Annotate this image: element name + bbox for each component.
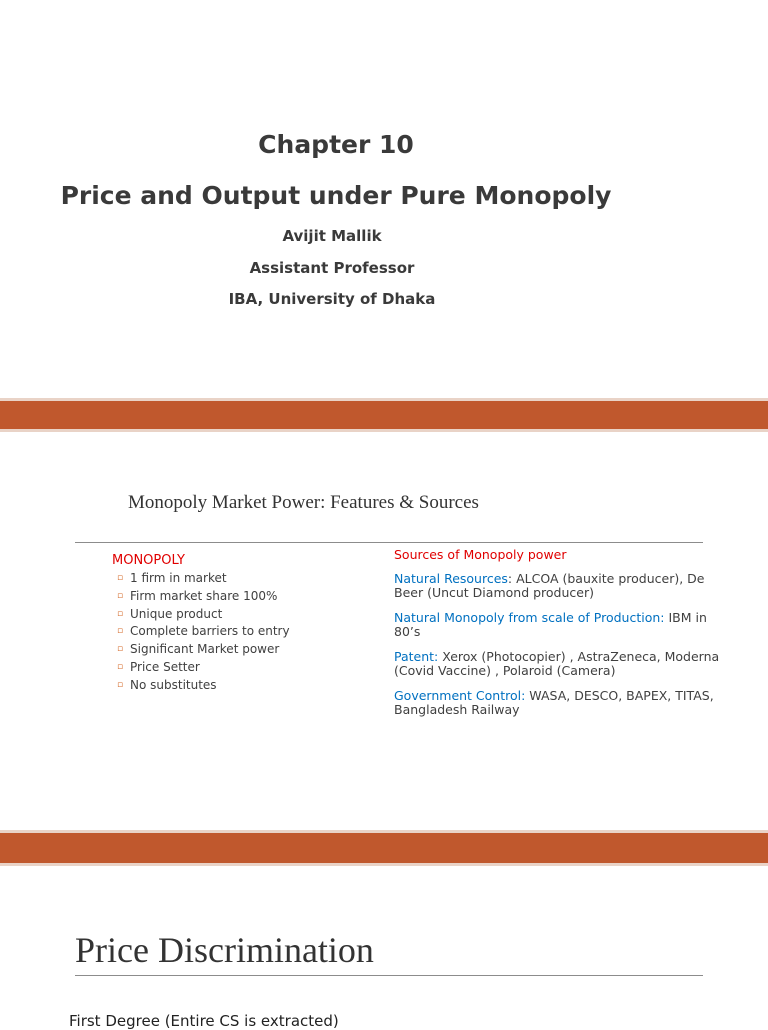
slide3-title: Price Discrimination — [75, 930, 374, 970]
slide-title — [0, 0, 768, 398]
source-text: WASA, DESCO, BAPEX, TITAS, Bangladesh Railway — [394, 687, 714, 717]
monopoly-features — [112, 553, 362, 695]
first-degree-text: First Degree (Entire CS is extracted) — [69, 1012, 339, 1030]
feature-list — [112, 570, 362, 695]
slide-separator — [0, 398, 768, 432]
list-item: ▫ Complete barriers to entry — [117, 623, 362, 641]
source-text: : ALCOA (bauxite producer), De Beer (Uncut Diamond producer) — [394, 570, 705, 600]
title-divider — [75, 542, 703, 543]
source-label: Natural Resources — [394, 570, 508, 586]
source-natural-resources — [394, 572, 734, 601]
list-item: ▫ Unique product — [117, 606, 362, 624]
chapter-heading: Chapter 10 — [258, 130, 414, 159]
title-divider — [75, 975, 703, 976]
source-label: Patent: — [394, 648, 439, 664]
slide-separator — [0, 830, 768, 866]
list-item: ▫ 1 firm in market — [117, 570, 362, 588]
slide-title-text: Price and Output under Pure Monopoly — [60, 181, 612, 210]
list-item: ▫ No substitutes — [117, 677, 362, 695]
source-text: Xerox (Photocopier) , AstraZeneca, Moderna (Covid Vaccine) , Polaroid (Camera) — [394, 648, 720, 678]
source-patent — [394, 650, 734, 679]
author-position: Assistant Professor — [249, 259, 415, 277]
source-label: Natural Monopoly from scale of Production: — [394, 609, 665, 625]
slide2-title: Monopoly Market Power: Features & Sources — [128, 492, 479, 513]
author-name: Avijit Mallik — [282, 227, 382, 245]
list-item: ▫ Firm market share 100% — [117, 588, 362, 606]
source-label: Government Control: — [394, 687, 526, 703]
source-government-control — [394, 689, 734, 718]
list-item: ▫ Significant Market power — [117, 641, 362, 659]
monopoly-sources — [394, 548, 734, 728]
slide-price-discrimination — [0, 866, 768, 1030]
source-natural-monopoly — [394, 611, 734, 640]
monopoly-heading: MONOPOLY — [112, 553, 185, 568]
source-text: IBM in 80’s — [394, 609, 707, 639]
slide-monopoly-features — [0, 432, 768, 830]
list-item: ▫ Price Setter — [117, 659, 362, 677]
author-organization: IBA, University of Dhaka — [228, 290, 436, 308]
sources-heading: Sources of Monopoly power — [394, 547, 567, 562]
